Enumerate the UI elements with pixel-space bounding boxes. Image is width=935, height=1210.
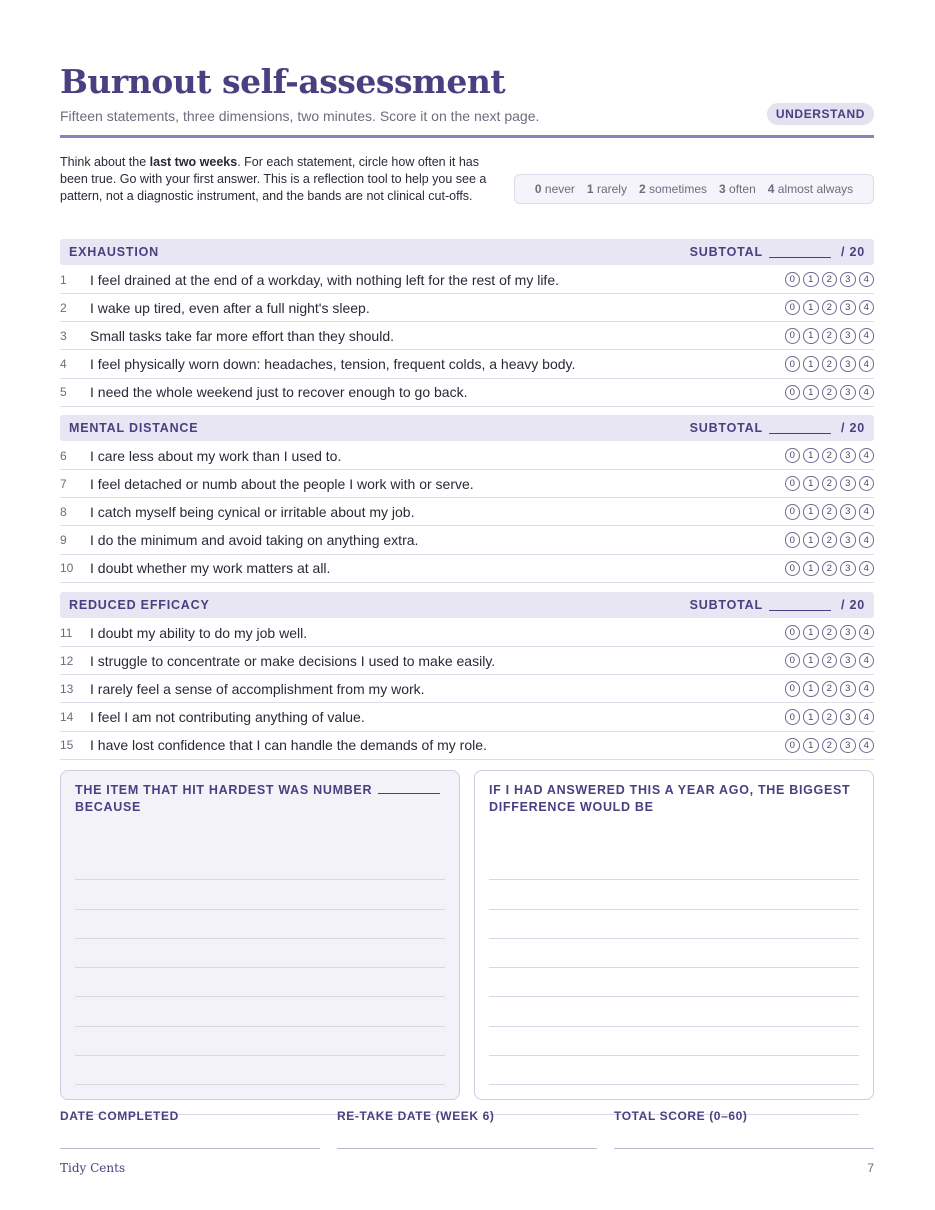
subtotal-field <box>690 598 865 612</box>
rating-circle-2[interactable]: 2 <box>822 448 838 464</box>
instructions <box>60 154 500 205</box>
rating-circle-2[interactable]: 2 <box>822 653 838 669</box>
scale-label: never <box>544 182 575 196</box>
statement-text: I wake up tired, even after a full night's sleep. <box>90 299 370 316</box>
rating-circle-2[interactable]: 2 <box>822 625 838 641</box>
rating-choices <box>785 561 875 577</box>
rating-circle-1[interactable]: 1 <box>803 738 819 754</box>
statement-number: 4 <box>60 357 67 372</box>
rating-circle-2[interactable]: 2 <box>822 272 838 288</box>
statement-text: I struggle to concentrate or make decisions I used to make easily. <box>90 652 496 669</box>
rating-circle-3[interactable]: 3 <box>840 681 856 697</box>
rating-circle-2[interactable]: 2 <box>822 300 838 316</box>
statement-text: I feel I am not contributing anything of value. <box>90 709 365 726</box>
header-divider <box>60 135 874 138</box>
writing-lines[interactable] <box>489 851 859 1115</box>
rating-choices <box>785 532 875 548</box>
worksheet-page <box>60 0 874 1210</box>
year-ago-box <box>474 770 874 1100</box>
rating-circle-0[interactable]: 0 <box>785 625 801 641</box>
rating-circle-1[interactable]: 1 <box>803 356 819 372</box>
statement-row <box>60 555 874 583</box>
statement-row <box>60 647 874 675</box>
rating-circle-2[interactable]: 2 <box>822 532 838 548</box>
brand-name: Tidy Cents <box>60 1161 126 1175</box>
statement-text: I do the minimum and avoid taking on anything extra. <box>90 532 419 549</box>
rating-choices <box>785 300 875 316</box>
footer-field-line[interactable] <box>614 1148 874 1149</box>
rating-circle-2[interactable]: 2 <box>822 385 838 401</box>
rating-circle-0[interactable]: 0 <box>785 653 801 669</box>
rating-circle-2[interactable]: 2 <box>822 504 838 520</box>
subtotal-field <box>690 421 865 435</box>
rating-circle-2[interactable]: 2 <box>822 738 838 754</box>
rating-choices <box>785 653 875 669</box>
rating-circle-3[interactable]: 3 <box>840 653 856 669</box>
subtotal-max: / 20 <box>840 598 865 612</box>
rating-circle-3[interactable]: 3 <box>840 476 856 492</box>
rating-circle-0[interactable]: 0 <box>785 385 801 401</box>
rating-circle-3[interactable]: 3 <box>840 328 856 344</box>
statement-row <box>60 704 874 732</box>
section-title: MENTAL DISTANCE <box>69 421 199 435</box>
statement-text: I rarely feel a sense of accomplishment from my work. <box>90 680 425 697</box>
statement-text: I feel physically worn down: headaches, tension, frequent colds, a heavy body. <box>90 356 576 373</box>
footer-field-label: DATE COMPLETED <box>60 1109 179 1123</box>
rating-circle-4[interactable]: 4 <box>859 738 875 754</box>
page-title: Burnout self-assessment <box>60 62 506 101</box>
rating-choices <box>785 504 875 520</box>
rating-circle-4[interactable]: 4 <box>859 709 875 725</box>
rating-choices <box>785 448 875 464</box>
rating-choices <box>785 272 875 288</box>
rating-choices <box>785 625 875 641</box>
rating-circle-4[interactable]: 4 <box>859 300 875 316</box>
scale-label: often <box>729 182 756 196</box>
statement-text: Small tasks take far more effort than they should. <box>90 327 395 344</box>
hardest-item-prompt <box>75 782 445 816</box>
statement-number: 9 <box>60 533 67 548</box>
rating-circle-1[interactable]: 1 <box>803 532 819 548</box>
statement-text: I care less about my work than I used to. <box>90 447 342 464</box>
section-header <box>60 592 874 618</box>
statement-row <box>60 294 874 322</box>
rating-circle-0[interactable]: 0 <box>785 504 801 520</box>
subtotal-label: SUBTOTAL <box>689 245 763 259</box>
statement-row <box>60 732 874 760</box>
item-number-blank[interactable] <box>378 784 440 794</box>
scale-entry <box>719 182 756 196</box>
rating-circle-3[interactable]: 3 <box>840 448 856 464</box>
statement-number: 10 <box>60 561 74 576</box>
rating-circle-2[interactable]: 2 <box>822 328 838 344</box>
subtotal-max: / 20 <box>840 245 865 259</box>
statement-number: 6 <box>60 448 67 463</box>
rating-circle-1[interactable]: 1 <box>803 448 819 464</box>
rating-circle-3[interactable]: 3 <box>840 738 856 754</box>
instructions-emphasis: last two weeks <box>149 155 238 169</box>
rating-circle-4[interactable]: 4 <box>859 561 875 577</box>
scale-label: almost always <box>777 182 854 196</box>
rating-circle-3[interactable]: 3 <box>840 532 856 548</box>
subtotal-field <box>690 245 865 259</box>
subtotal-blank[interactable] <box>769 423 831 434</box>
rating-circle-3[interactable]: 3 <box>840 385 856 401</box>
statement-row <box>60 442 874 470</box>
statement-text: I feel drained at the end of a workday, with nothing left for the rest of my life. <box>90 271 559 288</box>
rating-circle-1[interactable]: 1 <box>803 709 819 725</box>
footer-field <box>337 1109 597 1149</box>
rating-circle-1[interactable]: 1 <box>803 476 819 492</box>
statement-number: 8 <box>60 504 67 519</box>
because-label: BECAUSE <box>75 800 142 814</box>
rating-circle-4[interactable]: 4 <box>859 653 875 669</box>
statement-row <box>60 322 874 350</box>
statement-row <box>60 470 874 498</box>
rating-circle-2[interactable]: 2 <box>822 681 838 697</box>
writing-lines[interactable] <box>75 851 445 1115</box>
rating-choices <box>785 738 875 754</box>
rating-circle-2[interactable]: 2 <box>822 561 838 577</box>
footer-field-line[interactable] <box>60 1148 320 1149</box>
rating-circle-1[interactable]: 1 <box>803 300 819 316</box>
scale-label: sometimes <box>649 182 708 196</box>
rating-circle-0[interactable]: 0 <box>785 272 801 288</box>
section-title: REDUCED EFFICACY <box>69 598 210 612</box>
rating-circle-4[interactable]: 4 <box>859 625 875 641</box>
rating-circle-0[interactable]: 0 <box>785 681 801 697</box>
page-number: 7 <box>867 1161 874 1175</box>
footer-field-line[interactable] <box>337 1148 597 1149</box>
subtotal-blank[interactable] <box>769 247 831 258</box>
rating-circle-4[interactable]: 4 <box>859 681 875 697</box>
statement-number: 3 <box>60 328 67 343</box>
rating-circle-3[interactable]: 3 <box>840 504 856 520</box>
rating-circle-0[interactable]: 0 <box>785 356 801 372</box>
statement-row <box>60 527 874 555</box>
rating-circle-1[interactable]: 1 <box>803 328 819 344</box>
rating-circle-4[interactable]: 4 <box>859 504 875 520</box>
scale-entry <box>639 182 707 196</box>
statement-text: I feel detached or numb about the people I work with or serve. <box>90 475 474 492</box>
footer-field <box>614 1109 874 1149</box>
rating-circle-3[interactable]: 3 <box>840 561 856 577</box>
page-subtitle: Fifteen statements, three dimensions, two minutes. Score it on the next page. <box>60 108 540 124</box>
section-header <box>60 239 874 265</box>
rating-choices <box>785 709 875 725</box>
statement-number: 15 <box>60 738 74 753</box>
subtotal-max: / 20 <box>840 421 865 435</box>
subtotal-label: SUBTOTAL <box>689 598 763 612</box>
subtotal-blank[interactable] <box>769 600 831 611</box>
subtotal-label: SUBTOTAL <box>689 421 763 435</box>
statement-number: 12 <box>60 653 74 668</box>
section-title: EXHAUSTION <box>69 245 159 259</box>
scale-label: rarely <box>596 182 627 196</box>
rating-circle-4[interactable]: 4 <box>859 532 875 548</box>
statement-text: I have lost confidence that I can handle the demands of my role. <box>90 737 487 754</box>
statement-number: 7 <box>60 476 67 491</box>
rating-choices <box>785 681 875 697</box>
rating-circle-4[interactable]: 4 <box>859 356 875 372</box>
rating-circle-0[interactable]: 0 <box>785 738 801 754</box>
scale-entry <box>768 182 853 196</box>
statement-row <box>60 675 874 703</box>
rating-circle-1[interactable]: 1 <box>803 681 819 697</box>
statement-row <box>60 351 874 379</box>
footer-field <box>60 1109 320 1149</box>
statement-text: I doubt my ability to do my job well. <box>90 624 308 641</box>
rating-choices <box>785 356 875 372</box>
scale-value: 0 <box>534 182 542 196</box>
scale-value: 1 <box>586 182 594 196</box>
rating-circle-4[interactable]: 4 <box>859 476 875 492</box>
scale-value: 4 <box>767 182 775 196</box>
rating-circle-2[interactable]: 2 <box>822 476 838 492</box>
rating-circle-2[interactable]: 2 <box>822 356 838 372</box>
rating-circle-1[interactable]: 1 <box>803 385 819 401</box>
footer-field-label: RE-TAKE DATE (WEEK 6) <box>337 1109 495 1123</box>
rating-circle-3[interactable]: 3 <box>840 272 856 288</box>
scale-value: 2 <box>638 182 646 196</box>
rating-choices <box>785 385 875 401</box>
rating-circle-1[interactable]: 1 <box>803 625 819 641</box>
statement-number: 11 <box>60 625 73 640</box>
scale-entry <box>535 182 575 196</box>
rating-circle-3[interactable]: 3 <box>840 300 856 316</box>
statement-number: 14 <box>60 710 74 725</box>
rating-circle-3[interactable]: 3 <box>840 356 856 372</box>
statement-row <box>60 498 874 526</box>
statement-number: 13 <box>60 681 74 696</box>
rating-circle-3[interactable]: 3 <box>840 625 856 641</box>
rating-circle-0[interactable]: 0 <box>785 476 801 492</box>
rating-circle-4[interactable]: 4 <box>859 272 875 288</box>
rating-circle-0[interactable]: 0 <box>785 300 801 316</box>
rating-circle-4[interactable]: 4 <box>859 328 875 344</box>
year-ago-prompt: IF I HAD ANSWERED THIS A YEAR AGO, THE BIGGEST DIFFERENCE WOULD BE <box>489 783 851 814</box>
rating-circle-0[interactable]: 0 <box>785 561 801 577</box>
rating-circle-1[interactable]: 1 <box>803 653 819 669</box>
rating-circle-0[interactable]: 0 <box>785 532 801 548</box>
statement-number: 2 <box>60 300 67 315</box>
rating-circle-4[interactable]: 4 <box>859 448 875 464</box>
rating-circle-0[interactable]: 0 <box>785 709 801 725</box>
rating-choices <box>785 476 875 492</box>
statement-text: I catch myself being cynical or irritable about my job. <box>90 503 415 520</box>
hardest-item-box <box>60 770 460 1100</box>
rating-circle-1[interactable]: 1 <box>803 561 819 577</box>
statement-row <box>60 619 874 647</box>
statement-number: 1 <box>60 272 67 287</box>
instructions-lead: Think about the <box>60 155 150 169</box>
scale-value: 3 <box>719 182 726 196</box>
rating-circle-3[interactable]: 3 <box>840 709 856 725</box>
instructions-body: . For each statement, circle how often it has been true. Go with your first answer. This is a reflection tool to help you see a pattern, not a diagnostic instrument, and the bands are not clinical cut-offs. <box>60 155 487 203</box>
rating-circle-1[interactable]: 1 <box>803 504 819 520</box>
rating-circle-2[interactable]: 2 <box>822 709 838 725</box>
rating-circle-1[interactable]: 1 <box>803 272 819 288</box>
statement-row <box>60 266 874 294</box>
rating-circle-0[interactable]: 0 <box>785 448 801 464</box>
rating-scale-legend <box>514 174 874 204</box>
rating-choices <box>785 328 875 344</box>
footer-field-label: TOTAL SCORE (0–60) <box>614 1109 748 1123</box>
category-badge: UNDERSTAND <box>767 103 874 125</box>
statement-text: I need the whole weekend just to recover enough to go back. <box>90 384 468 401</box>
statement-row <box>60 379 874 407</box>
hardest-item-label: THE ITEM THAT HIT HARDEST WAS NUMBER <box>75 783 373 797</box>
statement-number: 5 <box>60 385 67 400</box>
statement-text: I doubt whether my work matters at all. <box>90 560 331 577</box>
section-header <box>60 415 874 441</box>
rating-circle-4[interactable]: 4 <box>859 385 875 401</box>
rating-circle-0[interactable]: 0 <box>785 328 801 344</box>
scale-entry <box>587 182 627 196</box>
